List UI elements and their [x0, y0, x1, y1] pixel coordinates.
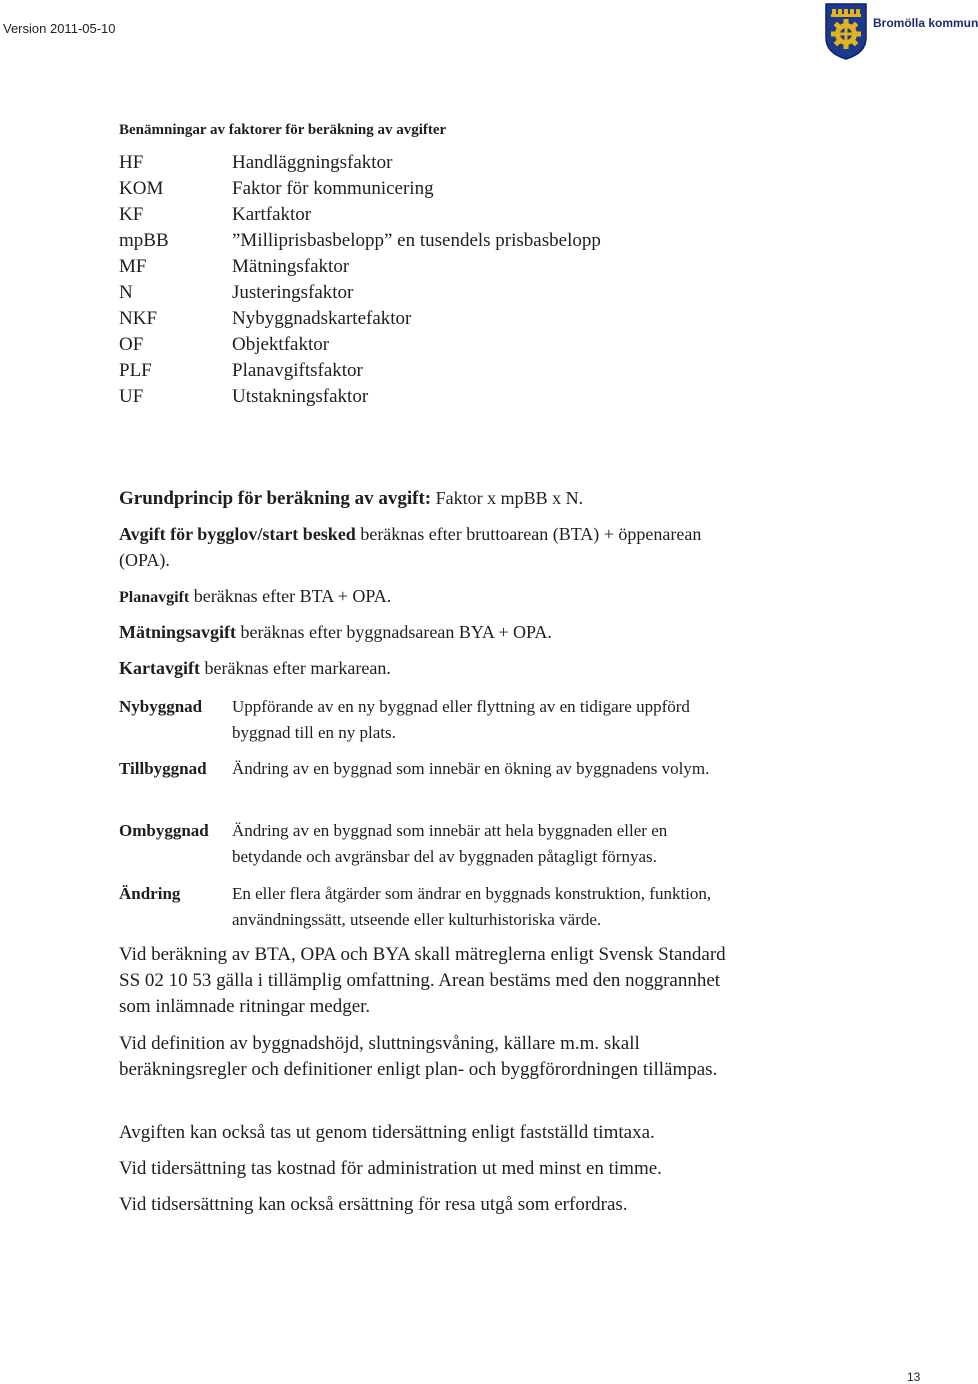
matningsavgift-label: Mätningsavgift [119, 622, 236, 642]
abbreviation-code: mpBB [119, 230, 169, 251]
abbreviation-description: Objektfaktor [232, 334, 330, 355]
planavgift-text: beräknas efter BTA + OPA. [189, 586, 392, 606]
abbreviation-row [119, 308, 739, 334]
paragraph-tidersattning: Vid tidersättning tas kostnad för administration ut med minst en timme. [119, 1158, 662, 1179]
abbreviation-row [119, 152, 739, 178]
abbreviation-code: NKF [119, 308, 158, 329]
paragraph-timtaxa: Avgiften kan också tas ut genom tidersättning enligt fastställd timtaxa. [119, 1122, 655, 1143]
abbreviation-code: PLF [119, 360, 152, 381]
definition-description: En eller flera åtgärder som ändrar en byggnads konstruktion, funktion, användningssätt, utseende eller kulturhistoriska värde. [232, 884, 712, 929]
bromolla-coat-of-arms-icon [824, 2, 868, 60]
kartavgift-label: Kartavgift [119, 658, 200, 678]
page-number: 13 [907, 1370, 921, 1384]
bygglov-line [119, 521, 729, 573]
abbreviation-code: UF [119, 386, 144, 407]
abbreviation-description: Kartfaktor [232, 204, 312, 225]
matningsavgift-line [119, 619, 729, 645]
definition-term: Ändring [119, 884, 181, 903]
bygglov-text: beräknas efter bruttoarean (BTA) + öppenarean (OPA). [119, 524, 702, 570]
grundprincip-text: Faktor x mpBB x N. [431, 488, 584, 508]
abbreviation-code: OF [119, 334, 144, 355]
planavgift-label: Planavgift [119, 589, 190, 606]
abbreviation-code: HF [119, 152, 144, 173]
definition-description: Ändring av en byggnad som innebär en ökning av byggnadens volym. [232, 759, 710, 778]
abbreviation-row [119, 178, 739, 204]
definition-term: Ombyggnad [119, 821, 209, 840]
abbreviation-row [119, 360, 739, 386]
matningsavgift-text: beräknas efter byggnadsarean BYA + OPA. [236, 622, 552, 642]
grundprincip-line [119, 485, 729, 512]
abbreviation-description: Nybyggnadskartefaktor [232, 308, 412, 329]
abbreviation-row [119, 282, 739, 308]
abbreviation-row [119, 230, 739, 256]
abbreviation-code: KF [119, 204, 144, 225]
bromolla-logo [824, 2, 978, 60]
version-label: Version 2011-05-10 [3, 21, 116, 36]
definition-term: Nybyggnad [119, 697, 203, 716]
abbreviation-row [119, 204, 739, 230]
paragraph-matregler: Vid beräkning av BTA, OPA och BYA skall mätreglerna enligt Svensk Standard SS 02 10 53 gälla i tillämplig omfattning. Arean bestäms med den noggrannhet som inlämnade ritningar medger. [119, 944, 726, 1017]
planavgift-line [119, 583, 729, 611]
definition-term: Tillbyggnad [119, 759, 207, 778]
grundprincip-label: Grundprincip för beräkning av avgift: [119, 488, 432, 509]
abbreviation-code: KOM [119, 178, 164, 199]
abbreviation-description: Utstakningsfaktor [232, 386, 369, 407]
abbreviation-list [119, 152, 739, 412]
logo-text: Bromölla kommun [873, 16, 978, 30]
kartavgift-text: beräknas efter markarean. [199, 658, 391, 678]
definition-description: Uppförande av en ny byggnad eller flyttning av en tidigare uppförd byggnad till en ny plats. [232, 697, 690, 742]
bygglov-label: Avgift för bygglov/start besked [119, 524, 356, 544]
definition-description: Ändring av en byggnad som innebär att hela byggnaden eller en betydande och avgränsbar del av byggnaden påtagligt förnyas. [232, 821, 668, 866]
abbreviation-row [119, 334, 739, 360]
abbreviation-description: ”Milliprisbasbelopp” en tusendels prisbasbelopp [232, 230, 601, 251]
abbreviation-code: MF [119, 256, 147, 277]
abbreviation-description: Justeringsfaktor [232, 282, 354, 303]
paragraph-resa: Vid tidsersättning kan också ersättning för resa utgå som erfordras. [119, 1194, 628, 1215]
abbreviation-description: Mätningsfaktor [232, 256, 350, 277]
paragraph-definitioner: Vid definition av byggnadshöjd, sluttningsvåning, källare m.m. skall beräkningsregler och definitioner enligt plan- och byggförordningen tillämpas. [119, 1033, 718, 1080]
kartavgift-line [119, 655, 729, 681]
section-heading: Benämningar av faktorer för beräkning av avgifter [119, 122, 447, 138]
abbreviation-description: Handläggningsfaktor [232, 152, 393, 173]
abbreviation-row [119, 386, 739, 412]
abbreviation-code: N [119, 282, 133, 303]
abbreviation-description: Faktor för kommunicering [232, 178, 434, 199]
abbreviation-description: Planavgiftsfaktor [232, 360, 363, 381]
abbreviation-row [119, 256, 739, 282]
